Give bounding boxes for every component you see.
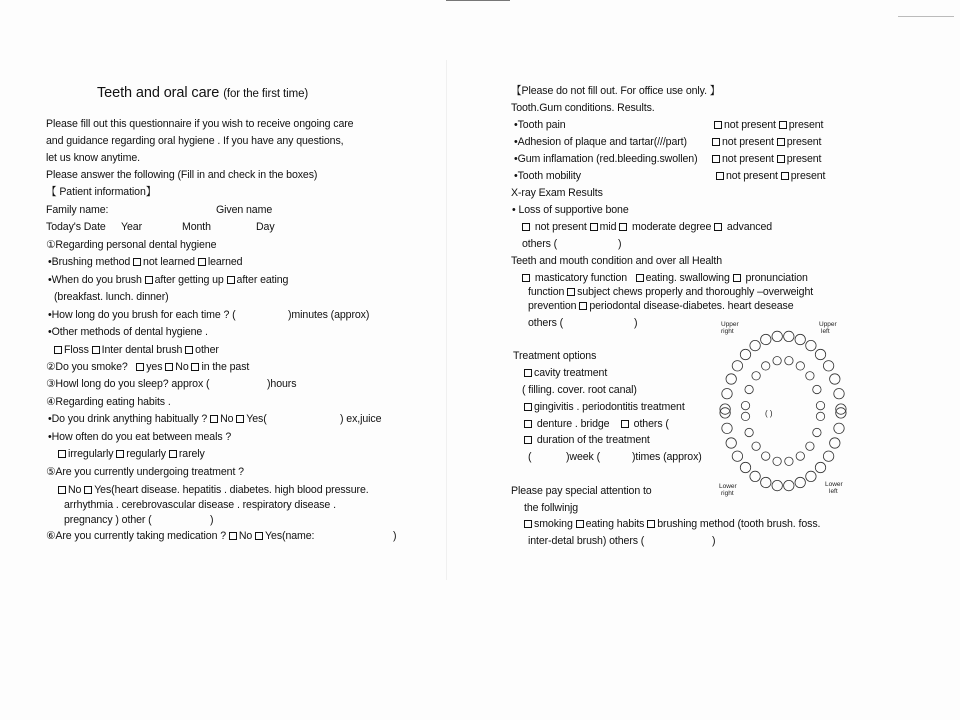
tooth-outline xyxy=(816,401,824,409)
tooth-outline xyxy=(726,374,736,384)
condition-label: • Loss of supportive bone xyxy=(512,204,629,216)
question-heading: ③Howl long do you sleep? approx ( xyxy=(46,378,210,390)
option-label: mid xyxy=(599,221,617,233)
intro-line: let us know anytime. xyxy=(46,152,140,164)
checkbox[interactable] xyxy=(58,450,66,458)
close-paren: ) xyxy=(634,317,638,329)
tooth-outline xyxy=(741,401,749,409)
tooth-outline xyxy=(773,457,781,465)
option-label: pronunciation xyxy=(742,272,808,284)
question-heading: ②Do you smoke? xyxy=(46,361,128,373)
option-label: irregularly xyxy=(68,448,114,460)
family-name-label: Family name: xyxy=(46,204,109,216)
tooth-outline xyxy=(795,477,805,487)
option-label: other xyxy=(195,344,219,356)
checkbox[interactable] xyxy=(714,223,722,231)
tooth-outline xyxy=(834,389,844,399)
option-label: rarely xyxy=(178,448,205,460)
checkbox[interactable] xyxy=(636,274,644,282)
checkbox[interactable] xyxy=(777,155,785,163)
checkbox[interactable] xyxy=(227,276,235,284)
option-label: gingivitis . periodontitis treatment xyxy=(534,401,685,413)
condition-label: •Adhesion of plaque and tartar(///part) xyxy=(514,136,687,148)
checkbox[interactable] xyxy=(712,155,720,163)
checkbox-group xyxy=(524,367,607,380)
option-label: eating. swallowing xyxy=(645,272,730,284)
option-label: not present xyxy=(532,221,587,233)
tooth-outline xyxy=(752,372,760,380)
question-row xyxy=(46,530,314,543)
tooth-outline xyxy=(813,428,821,436)
section-heading: Teeth and mouth condition and over all Health xyxy=(511,255,723,267)
tooth-outline xyxy=(816,412,824,420)
question-heading: ④Regarding eating habits . xyxy=(46,396,171,408)
checkbox[interactable] xyxy=(779,121,787,129)
option-label: after eating xyxy=(236,274,289,286)
question-label: •How long do you brush for each time ? ( xyxy=(48,309,236,321)
tooth-outline xyxy=(830,374,840,384)
unit-label: )minutes (approx) xyxy=(288,309,370,321)
option-label: not learned xyxy=(143,256,195,268)
checkbox[interactable] xyxy=(198,258,206,266)
option-label: No xyxy=(68,484,82,496)
checkbox-group xyxy=(524,434,650,447)
tooth-outline xyxy=(806,340,816,350)
chart-center-note: ( ) xyxy=(765,409,773,418)
tooth-outline xyxy=(752,442,760,450)
lower-right-label: Lower xyxy=(719,483,737,490)
title-text: Teeth and oral care xyxy=(97,85,220,101)
option-label: present xyxy=(790,170,826,182)
option-label: duration of the treatment xyxy=(534,434,650,446)
checkbox-group xyxy=(522,221,772,234)
question-label: •How often do you eat between meals ? xyxy=(48,431,232,443)
tooth-outline xyxy=(834,423,844,433)
checkbox[interactable] xyxy=(777,138,785,146)
open-paren: ( xyxy=(528,451,532,463)
upper-right-label: Upper xyxy=(721,321,739,328)
option-label: No xyxy=(238,530,253,542)
teeth-outline xyxy=(720,331,846,491)
lower-left-label: Lower xyxy=(825,481,843,488)
option-label: brushing method (tooth brush. foss. xyxy=(657,518,821,530)
question-label: •Do you drink anything habitually ? xyxy=(48,413,208,425)
question-row xyxy=(48,274,288,287)
checkbox[interactable] xyxy=(524,403,532,411)
lower-right-label: right xyxy=(721,490,734,497)
option-label: not present xyxy=(722,153,774,165)
date-label: Today's Date xyxy=(46,221,106,233)
checkbox[interactable] xyxy=(590,223,598,231)
checkbox[interactable] xyxy=(621,420,629,428)
checkbox[interactable] xyxy=(712,138,720,146)
question-row xyxy=(58,448,205,461)
checkbox-group xyxy=(528,286,813,299)
tooth-outline xyxy=(750,471,760,481)
day-label: Day xyxy=(256,221,275,233)
lower-left-label: left xyxy=(829,488,838,495)
option-label: subject chews properly and thoroughly –overweight xyxy=(577,286,814,298)
checkbox[interactable] xyxy=(54,346,62,354)
checkbox[interactable] xyxy=(145,276,153,284)
tooth-outline xyxy=(740,349,750,359)
question-heading: ⑥Are you currently taking medication ? xyxy=(46,530,226,542)
checkbox-group xyxy=(716,170,825,183)
checkbox-group xyxy=(524,418,669,431)
question-row xyxy=(54,344,219,357)
option-label: regularly xyxy=(126,448,166,460)
option-label: periodontal disease-diabetes. heart desease xyxy=(589,300,794,312)
option-label: Yes(name: xyxy=(265,530,315,542)
tooth-outline xyxy=(732,451,742,461)
option-label: moderate degree xyxy=(629,221,712,233)
dental-chart xyxy=(707,318,859,502)
checkbox[interactable] xyxy=(229,532,237,540)
checkbox[interactable] xyxy=(185,346,193,354)
question-row xyxy=(46,361,249,374)
option-label: after getting up xyxy=(154,274,224,286)
checkbox[interactable] xyxy=(524,420,532,428)
close-paren: ) xyxy=(210,514,214,526)
checkbox[interactable] xyxy=(191,363,199,371)
page-fold xyxy=(446,60,447,580)
checkbox[interactable] xyxy=(733,274,741,282)
intro-line: and guidance regarding oral hygiene . If you have any questions, xyxy=(46,135,344,147)
tooth-outline xyxy=(740,462,750,472)
tooth-outline xyxy=(830,438,840,448)
option-label: not present xyxy=(722,136,774,148)
tooth-outline xyxy=(815,349,825,359)
option-label: not present xyxy=(726,170,778,182)
checkbox[interactable] xyxy=(647,520,655,528)
checkbox[interactable] xyxy=(524,369,532,377)
checkbox-group xyxy=(524,518,820,531)
tooth-outline xyxy=(815,462,825,472)
option-label: learned xyxy=(207,256,243,268)
question-heading: ①Regarding personal dental hygiene xyxy=(46,239,217,251)
upper-left-label: left xyxy=(821,328,830,335)
tooth-outline xyxy=(796,452,804,460)
condition-label: •Gum inflamation (red.bleeding.swollen) xyxy=(514,153,698,165)
checkbox[interactable] xyxy=(714,121,722,129)
intro-line: Please answer the following (Fill in and check in the boxes) xyxy=(46,169,318,181)
unit-label: )times (approx) xyxy=(632,451,702,463)
question-row xyxy=(48,413,267,426)
checkbox[interactable] xyxy=(716,172,724,180)
option-label: eating habits xyxy=(585,518,645,530)
checkbox[interactable] xyxy=(165,363,173,371)
condition-label: •Tooth mobility xyxy=(514,170,581,182)
option-label: present xyxy=(788,119,824,131)
checkbox[interactable] xyxy=(92,346,100,354)
year-label: Year xyxy=(121,221,143,233)
tooth-outline xyxy=(726,438,736,448)
others-label: others ( xyxy=(522,238,558,250)
question-label: •Brushing method xyxy=(48,256,131,268)
upper-right-label: right xyxy=(721,328,734,335)
section-heading: Please pay special attention to xyxy=(511,485,652,497)
option-label: smoking xyxy=(534,518,573,530)
treatment-note: ( filling. cover. root canal) xyxy=(522,384,637,396)
checkbox-group xyxy=(522,272,808,285)
tooth-outline xyxy=(745,385,753,393)
checkbox-group xyxy=(712,153,821,166)
section-heading: X-ray Exam Results xyxy=(511,187,603,199)
option-label: function xyxy=(528,286,565,298)
scan-edge-mark xyxy=(898,16,954,17)
question-label: •Other methods of dental hygiene . xyxy=(48,326,208,338)
unit-label: )hours xyxy=(267,378,297,390)
checkbox-group xyxy=(714,119,823,132)
checkbox[interactable] xyxy=(133,258,141,266)
checkbox[interactable] xyxy=(136,363,144,371)
others-label: others ( xyxy=(528,317,564,329)
section-heading: Treatment options xyxy=(513,350,597,362)
option-label: advanced xyxy=(724,221,773,233)
section-heading: Tooth.Gum conditions. Results. xyxy=(511,102,655,114)
option-label: in the past xyxy=(201,361,250,373)
option-label: Yes(heart disease. hepatitis . diabetes. high blood pressure. xyxy=(94,484,369,496)
option-label: Yes( xyxy=(246,413,267,425)
option-label: not present xyxy=(724,119,776,131)
checkbox[interactable] xyxy=(781,172,789,180)
question-label: •When do you brush xyxy=(48,274,142,286)
scan-edge-mark xyxy=(446,0,510,1)
close-paren: ) xyxy=(393,530,397,542)
option-label: masticatory function xyxy=(532,272,628,284)
tooth-outline xyxy=(732,361,742,371)
office-note: 【Please do not fill out. For office use only. 】 xyxy=(511,85,721,97)
checkbox[interactable] xyxy=(567,288,575,296)
option-label: No xyxy=(220,413,234,425)
example-label: ) ex,juice xyxy=(340,413,382,425)
option-label: cavity treatment xyxy=(534,367,608,379)
tooth-outline xyxy=(722,389,732,399)
form-title xyxy=(97,85,308,103)
option-label: present xyxy=(786,136,822,148)
tooth-outline xyxy=(806,372,814,380)
tooth-outline xyxy=(784,331,794,341)
close-paren: ) xyxy=(618,238,622,250)
option-label: No xyxy=(175,361,189,373)
checkbox[interactable] xyxy=(524,520,532,528)
checkbox[interactable] xyxy=(58,486,66,494)
upper-left-label: Upper xyxy=(819,321,837,328)
close-paren: ) xyxy=(712,535,716,547)
option-label: others ( xyxy=(630,418,669,430)
condition-list: arrhythmia . cerebrovascular disease . respiratory disease . xyxy=(64,499,336,511)
tooth-outline xyxy=(745,428,753,436)
meal-note: (breakfast. lunch. dinner) xyxy=(54,291,169,303)
option-label: yes xyxy=(146,361,163,373)
tooth-outline xyxy=(722,423,732,433)
tooth-outline xyxy=(806,442,814,450)
tooth-outline xyxy=(761,477,771,487)
checkbox[interactable] xyxy=(116,450,124,458)
option-label: Floss xyxy=(64,344,89,356)
checkbox[interactable] xyxy=(210,415,218,423)
checkbox[interactable] xyxy=(579,302,587,310)
option-label: present xyxy=(786,153,822,165)
tooth-outline xyxy=(785,457,793,465)
checkbox-group xyxy=(528,300,794,313)
others-label: inter-detal brush) others ( xyxy=(528,535,645,547)
checkbox-group xyxy=(524,401,685,414)
tooth-outline xyxy=(772,331,782,341)
intro-line: Please fill out this questionnaire if you wish to receive ongoing care xyxy=(46,118,354,130)
tooth-outline xyxy=(784,480,794,490)
checkbox[interactable] xyxy=(169,450,177,458)
checkbox[interactable] xyxy=(576,520,584,528)
tooth-outline xyxy=(750,340,760,350)
tooth-outline xyxy=(795,334,805,344)
checkbox[interactable] xyxy=(84,486,92,494)
question-row xyxy=(58,484,369,497)
checkbox[interactable] xyxy=(236,415,244,423)
checkbox[interactable] xyxy=(524,436,532,444)
section-heading: the follwinjg xyxy=(524,502,579,514)
tooth-outline xyxy=(823,451,833,461)
question-heading: ⑤Are you currently undergoing treatment ? xyxy=(46,466,244,478)
tooth-outline xyxy=(773,357,781,365)
checkbox[interactable] xyxy=(522,223,530,231)
tooth-outline xyxy=(772,480,782,490)
tooth-outline xyxy=(823,361,833,371)
tooth-outline xyxy=(806,471,816,481)
tooth-outline xyxy=(741,412,749,420)
tooth-outline xyxy=(762,452,770,460)
month-label: Month xyxy=(182,221,211,233)
option-label: denture . bridge xyxy=(534,418,610,430)
tooth-outline xyxy=(785,357,793,365)
unit-label: )week ( xyxy=(566,451,601,463)
tooth-outline xyxy=(762,362,770,370)
checkbox[interactable] xyxy=(619,223,627,231)
tooth-outline xyxy=(761,334,771,344)
condition-list: pregnancy ) other ( xyxy=(64,514,152,526)
given-name-label: Given name xyxy=(216,204,273,216)
checkbox[interactable] xyxy=(522,274,530,282)
title-note: (for the first time) xyxy=(223,88,309,100)
condition-label: •Tooth pain xyxy=(514,119,566,131)
question-row xyxy=(48,256,242,269)
checkbox[interactable] xyxy=(255,532,263,540)
section-heading: 【 Patient information】 xyxy=(46,186,157,198)
checkbox-group xyxy=(712,136,821,149)
option-label: prevention xyxy=(528,300,577,312)
tooth-outline xyxy=(796,362,804,370)
option-label: Inter dental brush xyxy=(101,344,183,356)
tooth-outline xyxy=(813,385,821,393)
